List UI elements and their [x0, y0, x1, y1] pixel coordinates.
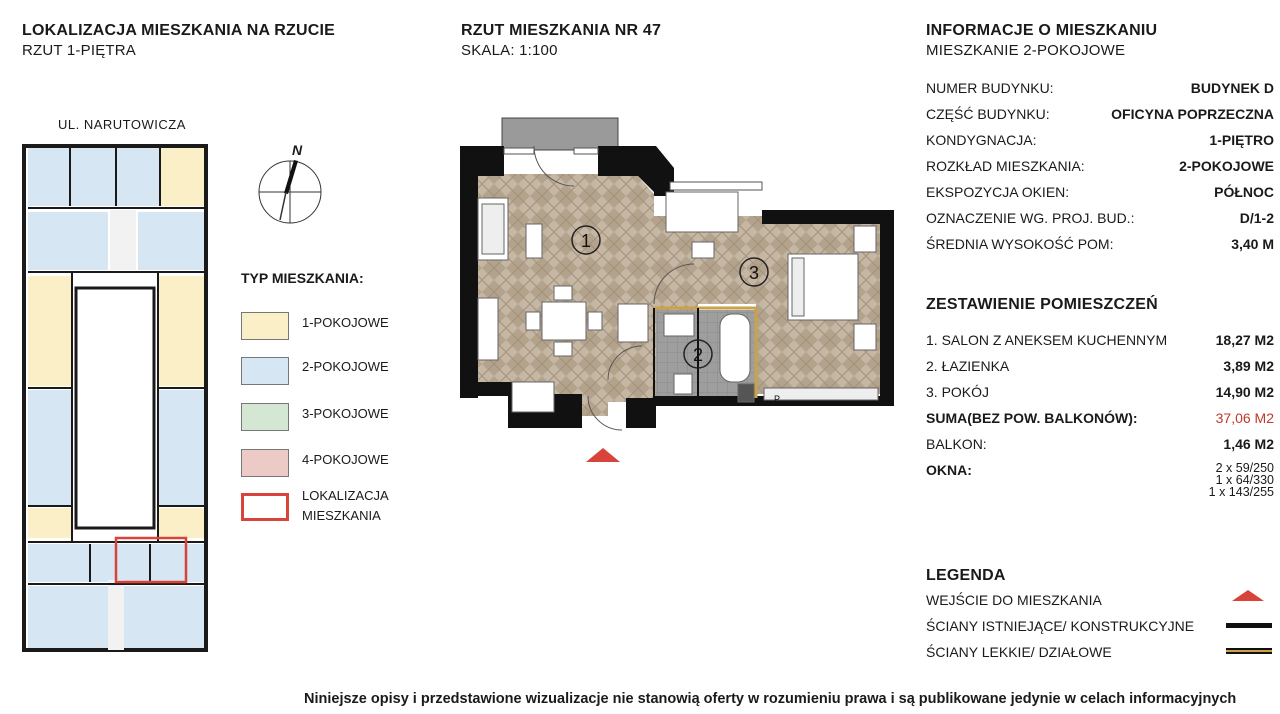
window-spec: 1 x 64/330: [1215, 473, 1274, 487]
plan-unit-1room: [158, 276, 204, 386]
type-swatch-3: [241, 403, 289, 431]
storage: [764, 388, 878, 400]
balcony-value: 1,46 M2: [1223, 436, 1274, 452]
plan-unit-2room: [124, 586, 204, 648]
wall: [460, 146, 504, 176]
north-arrow-icon: [284, 160, 298, 194]
type-label-1: 1-POKOJOWE: [302, 315, 389, 330]
light-wall-swatch: [1226, 648, 1272, 654]
disclaimer: Niniejsze opisy i przedstawione wizualizacje nie stanowią oferty w rozumieniu prawa i są publikowane jedynie w celach informacyjnych: [304, 691, 1237, 707]
info-row: [926, 236, 1274, 252]
plan-courtyard: [76, 288, 154, 528]
apartment-types-title: TYP MIESZKANIA:: [241, 270, 364, 286]
compass: [254, 140, 326, 228]
info-row: [926, 210, 1274, 226]
info-subtitle: MIESZKANIE 2-POKOJOWE: [926, 42, 1126, 59]
type-label-2: 2-POKOJOWE: [302, 359, 389, 374]
window: [574, 148, 598, 154]
chair: [554, 342, 572, 356]
entrance-triangle-icon: [1230, 589, 1266, 603]
location-label-2: MIESZKANIA: [302, 508, 381, 523]
dining-table: [542, 302, 586, 340]
wall: [598, 146, 638, 176]
location-subtitle: RZUT 1-PIĘTRA: [22, 42, 137, 59]
balcony-row: [926, 436, 1274, 452]
plan-unit-1room: [160, 148, 204, 206]
info-label: NUMER BUDYNKU:: [926, 80, 1054, 96]
window: [504, 148, 534, 154]
info-value: D/1-2: [1239, 210, 1274, 226]
info-label: ŚREDNIA WYSOKOŚĆ POM:: [926, 236, 1114, 252]
info-row: [926, 132, 1274, 148]
legend-title: LEGENDA: [926, 567, 1006, 584]
info-label: OZNACZENIE WG. PROJ. BUD.:: [926, 210, 1135, 226]
wall: [762, 210, 894, 224]
building-floor-plan: [20, 140, 210, 658]
chair: [526, 312, 540, 330]
room-3-number: 3: [748, 263, 760, 283]
plan-unit-2room: [158, 390, 204, 505]
balcony-label: BALKON:: [926, 436, 987, 452]
sink: [664, 314, 694, 336]
location-swatch: [241, 493, 289, 521]
sum-row: [926, 410, 1274, 426]
legend-structural-label: ŚCIANY ISTNIEJĄCE/ KONSTRUKCYJNE: [926, 618, 1195, 634]
plan-unit-1room: [158, 508, 204, 538]
sofa-seat: [482, 204, 504, 254]
room-area: 3,89 M2: [1223, 358, 1274, 374]
info-value: PÓŁNOC: [1214, 184, 1274, 200]
parking-mark: P: [774, 394, 781, 404]
wall: [626, 398, 656, 428]
entrance-marker-icon: [584, 446, 622, 464]
info-row: [926, 80, 1274, 96]
chair: [588, 312, 602, 330]
location-label-1: LOKALIZACJA: [302, 488, 389, 503]
room-2-number: 2: [692, 345, 704, 365]
info-value: OFICYNA POPRZECZNA: [1111, 106, 1274, 122]
room-label: 1. SALON Z ANEKSEM KUCHENNYM: [926, 332, 1168, 348]
legend-entrance-label: WEJŚCIE DO MIESZKANIA: [926, 592, 1102, 608]
compass-north-label: N: [292, 142, 303, 158]
nightstand: [854, 226, 876, 252]
plan-unit-2room: [138, 212, 204, 270]
shaft: [738, 384, 754, 402]
windows-list: [1100, 462, 1274, 498]
info-value: 2-POKOJOWE: [1179, 158, 1274, 174]
structural-wall-swatch: [1226, 623, 1272, 628]
plan-unit-2room: [28, 212, 108, 270]
info-row: [926, 106, 1274, 122]
desk: [666, 192, 738, 232]
plan-unit-2room: [28, 586, 108, 648]
type-swatch-1: [241, 312, 289, 340]
sum-value: 37,06 M2: [1215, 410, 1274, 426]
plan-unit-1room: [28, 508, 72, 538]
rooms-title: ZESTAWIENIE POMIESZCZEŃ: [926, 296, 1158, 313]
info-value: 1-PIĘTRO: [1209, 132, 1274, 148]
apartment-floor-plan: [458, 112, 898, 462]
street-label: UL. NARUTOWICZA: [58, 117, 186, 132]
wall: [460, 382, 512, 396]
wardrobe: [618, 304, 648, 342]
pillows: [792, 258, 804, 316]
room-row: [926, 332, 1274, 348]
sum-label: SUMA(BEZ POW. BALKONÓW):: [926, 410, 1138, 426]
room-label: 2. ŁAZIENKA: [926, 358, 1010, 374]
room-label: 3. POKÓJ: [926, 384, 990, 400]
info-label: ROZKŁAD MIESZKANIA:: [926, 158, 1085, 174]
room-area: 18,27 M2: [1215, 332, 1274, 348]
type-swatch-2: [241, 357, 289, 385]
info-value: BUDYNEK D: [1190, 80, 1274, 96]
desk-chair: [692, 242, 714, 258]
stove: [512, 382, 554, 412]
type-label-3: 3-POKOJOWE: [302, 406, 389, 421]
info-value: 3,40 M: [1231, 236, 1274, 252]
nightstand: [854, 324, 876, 350]
window-spec: 2 x 59/250: [1215, 461, 1274, 475]
window-spec: 1 x 143/255: [1208, 485, 1274, 499]
wall: [880, 210, 894, 406]
room-area: 14,90 M2: [1215, 384, 1274, 400]
info-label: KONDYGNACJA:: [926, 132, 1037, 148]
plan-unit-2room: [28, 390, 72, 505]
type-swatch-4: [241, 449, 289, 477]
plan-stair: [110, 210, 136, 270]
toilet: [674, 374, 692, 394]
info-title: INFORMACJE O MIESZKANIU: [926, 22, 1158, 39]
windows-label: OKNA:: [926, 462, 972, 478]
plan-unit-1room: [28, 276, 72, 386]
wall: [460, 146, 478, 398]
info-label: EKSPOZYCJA OKIEN:: [926, 184, 1070, 200]
balcony: [502, 118, 618, 150]
chair: [554, 286, 572, 300]
info-row: [926, 158, 1274, 174]
coffee-table: [526, 224, 542, 258]
location-title: LOKALIZACJA MIESZKANIA NA RZUCIE: [22, 22, 336, 39]
info-label: CZĘŚĆ BUDYNKU:: [926, 106, 1050, 122]
room-row: [926, 384, 1274, 400]
legend-light-label: ŚCIANY LEKKIE/ DZIAŁOWE: [926, 644, 1112, 660]
plan-title: RZUT MIESZKANIA NR 47: [461, 22, 662, 39]
room-row: [926, 358, 1274, 374]
type-label-4: 4-POKOJOWE: [302, 452, 389, 467]
plan-unit-2room: [28, 148, 160, 206]
kitchen-counter: [478, 298, 498, 360]
plan-stair: [108, 580, 124, 650]
plan-scale: SKALA: 1:100: [461, 42, 558, 59]
info-row: [926, 184, 1274, 200]
window: [670, 182, 762, 190]
bathtub: [720, 314, 750, 382]
room-1-number: 1: [580, 231, 592, 251]
